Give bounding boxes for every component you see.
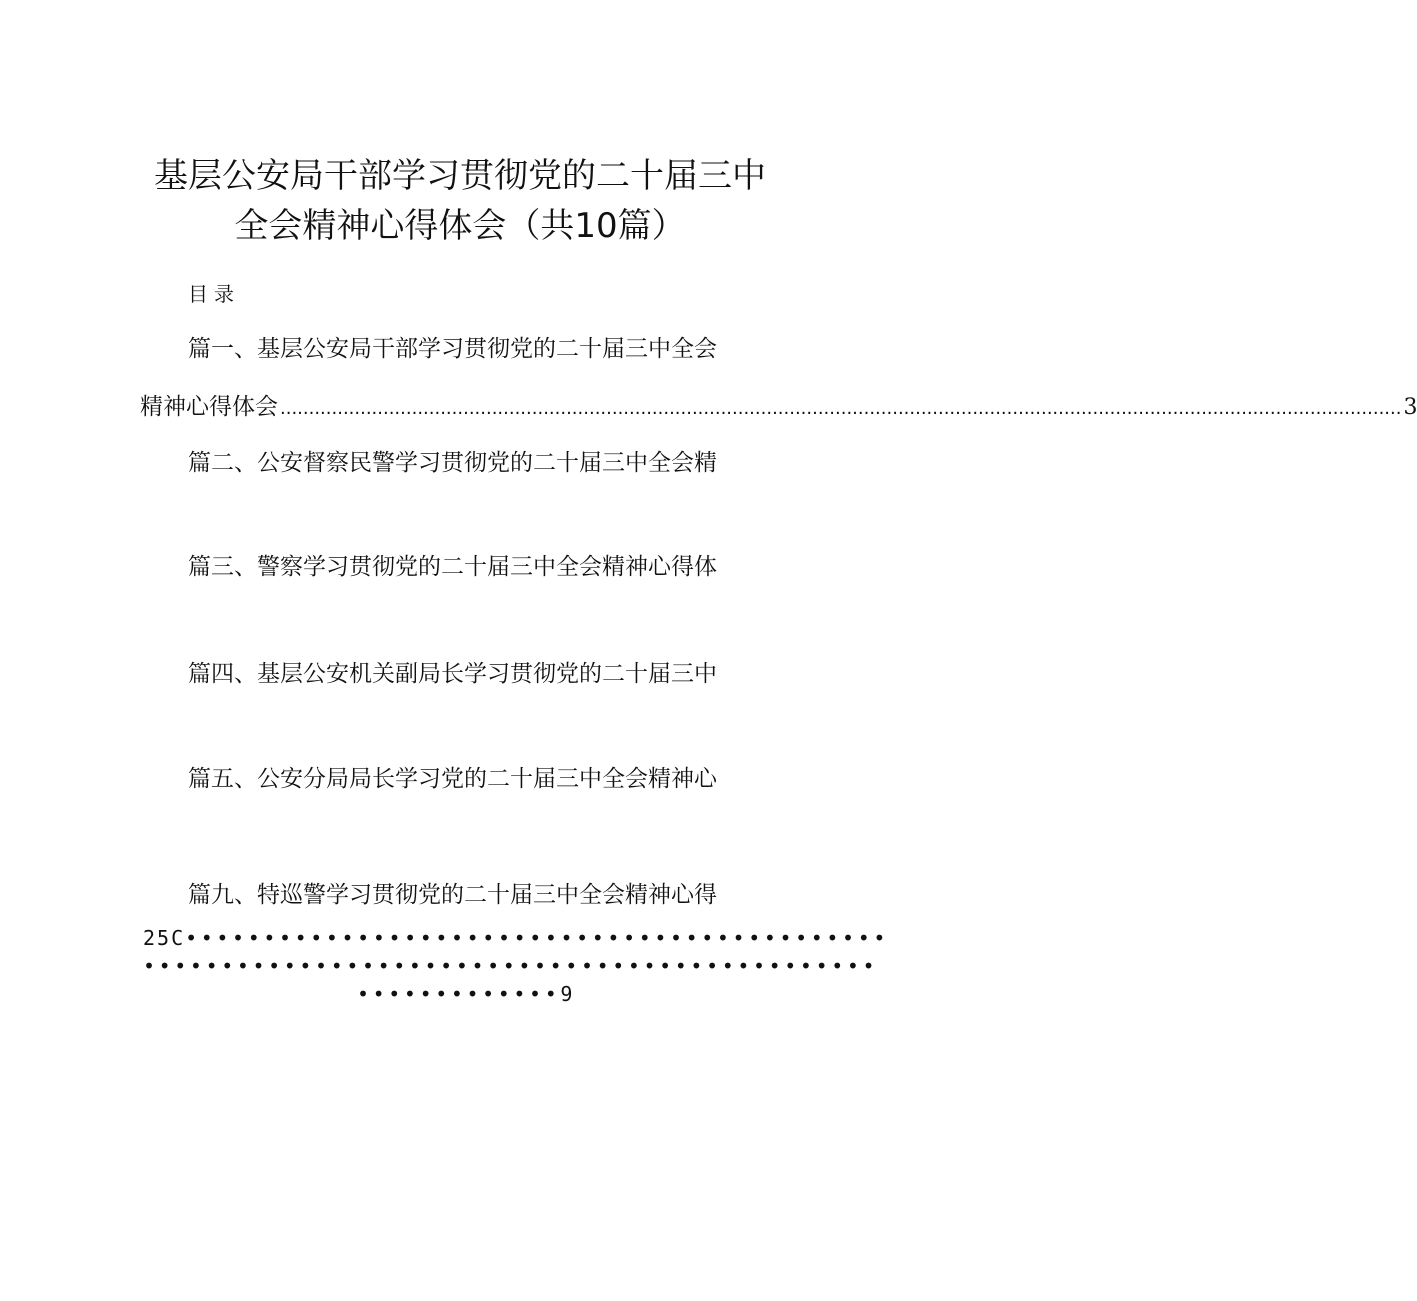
toc-entry-5[interactable]: 篇五、公安分局局长学习党的二十届三中全会精神心 <box>188 766 717 792</box>
toc-dot-leader <box>280 398 1401 419</box>
page-number: 9 <box>560 982 575 1006</box>
dot-fill: ••••••••••••••••••••••••••••••••••••••••••••• <box>185 926 889 950</box>
page-ref-fragment: 25C <box>143 926 186 950</box>
toc-entry-3[interactable]: 篇三、警察学习贯彻党的二十届三中全会精神心得体 <box>188 554 717 580</box>
toc-entry-9[interactable]: 篇九、特巡警学习贯彻党的二十届三中全会精神心得 <box>188 882 717 908</box>
toc-entry-1[interactable]: 篇一、基层公安局干部学习贯彻党的二十届三中全会 <box>188 336 717 362</box>
document-title-line2: 全会精神心得体会（共10篇） <box>234 206 686 246</box>
dot-leader-row-2 <box>143 954 879 978</box>
toc-entry-1-line2: 精神心得体会 <box>140 394 278 420</box>
toc-entry-2[interactable]: 篇二、公安督察民警学习贯彻党的二十届三中全会精 <box>188 450 717 476</box>
document-title-line1: 基层公安局干部学习贯彻党的二十届三中 <box>154 156 766 196</box>
toc-entry-1-continuation[interactable] <box>140 388 1417 421</box>
toc-label: 目录 <box>188 282 240 306</box>
dot-leader-row-1 <box>143 926 889 950</box>
toc-entry-4[interactable]: 篇四、基层公安机关副局长学习贯彻党的二十届三中 <box>188 661 717 687</box>
dot-leader-row-3 <box>357 982 597 1006</box>
dot-fill: ••••••••••••• <box>357 982 561 1006</box>
dot-fill: ••••••••••••••••••••••••••••••••••••••••••••••• <box>143 954 879 978</box>
toc-entry-1-page: 3 <box>1403 395 1417 420</box>
